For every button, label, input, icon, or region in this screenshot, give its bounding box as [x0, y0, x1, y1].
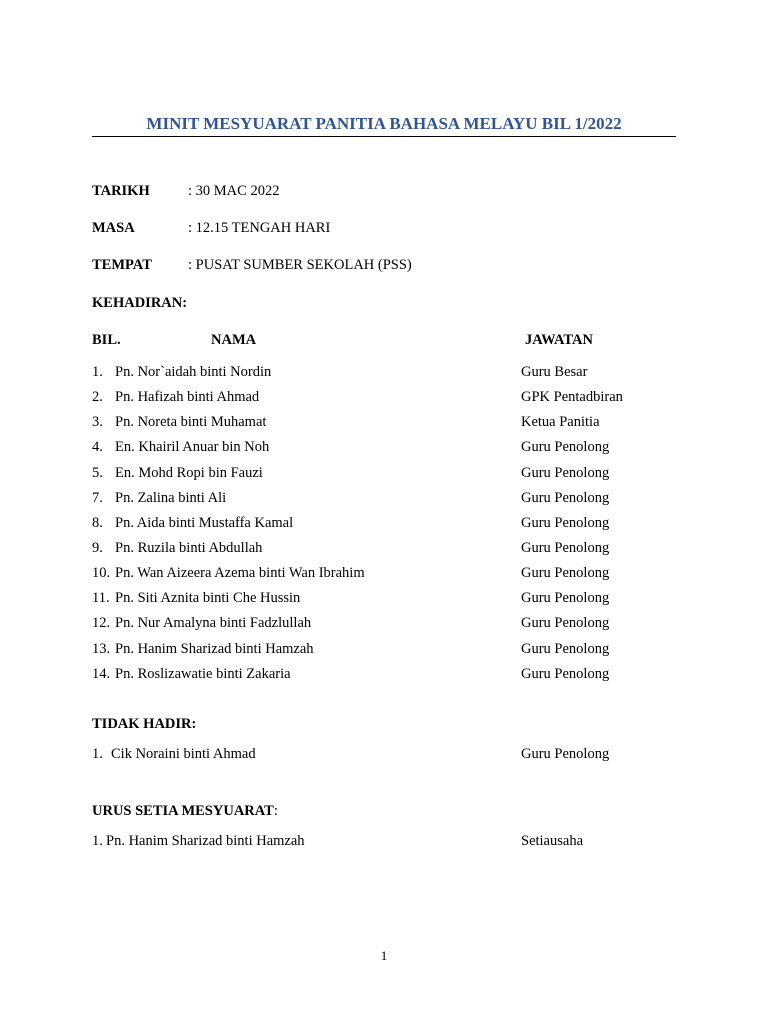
attendee-position: Guru Penolong: [521, 615, 610, 631]
attendee-position: Guru Penolong: [521, 666, 610, 682]
attendee-position: Guru Penolong: [521, 540, 610, 556]
attendee-position: Guru Penolong: [521, 515, 610, 531]
urus-setia-colon: :: [273, 803, 278, 819]
kehadiran-heading: KEHADIRAN:: [92, 295, 188, 311]
attendee-name: Pn. Hanim Sharizad binti Hamzah: [115, 641, 314, 657]
attendee-number: 11.: [92, 590, 110, 606]
attendee-name: Pn. Roslizawatie binti Zakaria: [115, 666, 291, 682]
header-jawatan: JAWATAN: [525, 332, 593, 348]
document-title: MINIT MESYUARAT PANITIA BAHASA MELAYU BIL 1/2022: [146, 114, 622, 133]
attendee-position: Ketua Panitia: [521, 414, 600, 430]
attendee-position: Guru Penolong: [521, 641, 610, 657]
title-underline: [92, 136, 676, 137]
attendee-number: 1.: [92, 364, 103, 380]
attendee-number: 8.: [92, 515, 103, 531]
attendee-position: GPK Pentadbiran: [521, 389, 623, 405]
attendee-position: Guru Penolong: [521, 465, 610, 481]
attendee-name: Pn. Noreta binti Muhamat: [115, 414, 267, 430]
attendee-position: Guru Penolong: [521, 490, 610, 506]
absentee-name: Cik Noraini binti Ahmad: [111, 746, 256, 762]
info-label-tarikh: TARIKH: [92, 183, 150, 199]
info-value-tarikh: : 30 MAC 2022: [188, 183, 280, 199]
attendee-number: 12.: [92, 615, 111, 631]
info-value-masa: : 12.15 TENGAH HARI: [188, 220, 331, 236]
secretariat-name: Pn. Hanim Sharizad binti Hamzah: [106, 833, 305, 849]
attendee-position: Guru Penolong: [521, 590, 610, 606]
info-value-tempat: : PUSAT SUMBER SEKOLAH (PSS): [188, 257, 412, 273]
attendee-number: 3.: [92, 414, 103, 430]
attendee-number: 9.: [92, 540, 103, 556]
secretariat-number: 1.: [92, 833, 103, 849]
absentee-position: Guru Penolong: [521, 746, 610, 762]
page-number: 1: [380, 948, 388, 963]
urus-setia-heading-text: URUS SETIA MESYUARAT: [92, 803, 274, 819]
attendee-name: Pn. Nor`aidah binti Nordin: [115, 364, 272, 380]
attendee-number: 10.: [92, 565, 111, 581]
attendee-name: En. Mohd Ropi bin Fauzi: [115, 465, 263, 481]
info-label-tempat: TEMPAT: [92, 257, 152, 273]
attendee-number: 14.: [92, 666, 111, 682]
absentee-number: 1.: [92, 746, 103, 762]
attendee-name: En. Khairil Anuar bin Noh: [115, 439, 270, 455]
attendee-position: Guru Penolong: [521, 439, 610, 455]
attendee-name: Pn. Zalina binti Ali: [115, 490, 227, 506]
attendee-number: 4.: [92, 439, 103, 455]
attendee-position: Guru Penolong: [521, 565, 610, 581]
header-bil: BIL.: [92, 332, 121, 348]
header-nama: NAMA: [211, 332, 257, 348]
info-label-masa: MASA: [92, 220, 135, 236]
attendee-name: Pn. Hafizah binti Ahmad: [115, 389, 260, 405]
attendee-number: 5.: [92, 465, 103, 481]
attendee-position: Guru Besar: [521, 364, 588, 380]
attendee-name: Pn. Aida binti Mustaffa Kamal: [115, 515, 294, 531]
attendee-name: Pn. Ruzila binti Abdullah: [115, 540, 263, 556]
urus-setia-heading: [92, 803, 278, 820]
attendee-name: Pn. Nur Amalyna binti Fadzlullah: [115, 615, 312, 631]
tidak-hadir-heading: TIDAK HADIR:: [92, 716, 197, 732]
attendee-name: Pn. Wan Aizeera Azema binti Wan Ibrahim: [115, 565, 365, 581]
attendee-name: Pn. Siti Aznita binti Che Hussin: [115, 590, 301, 606]
attendee-number: 13.: [92, 641, 111, 657]
secretariat-position: Setiausaha: [521, 833, 584, 849]
attendee-number: 2.: [92, 389, 103, 405]
attendee-number: 7.: [92, 490, 103, 506]
